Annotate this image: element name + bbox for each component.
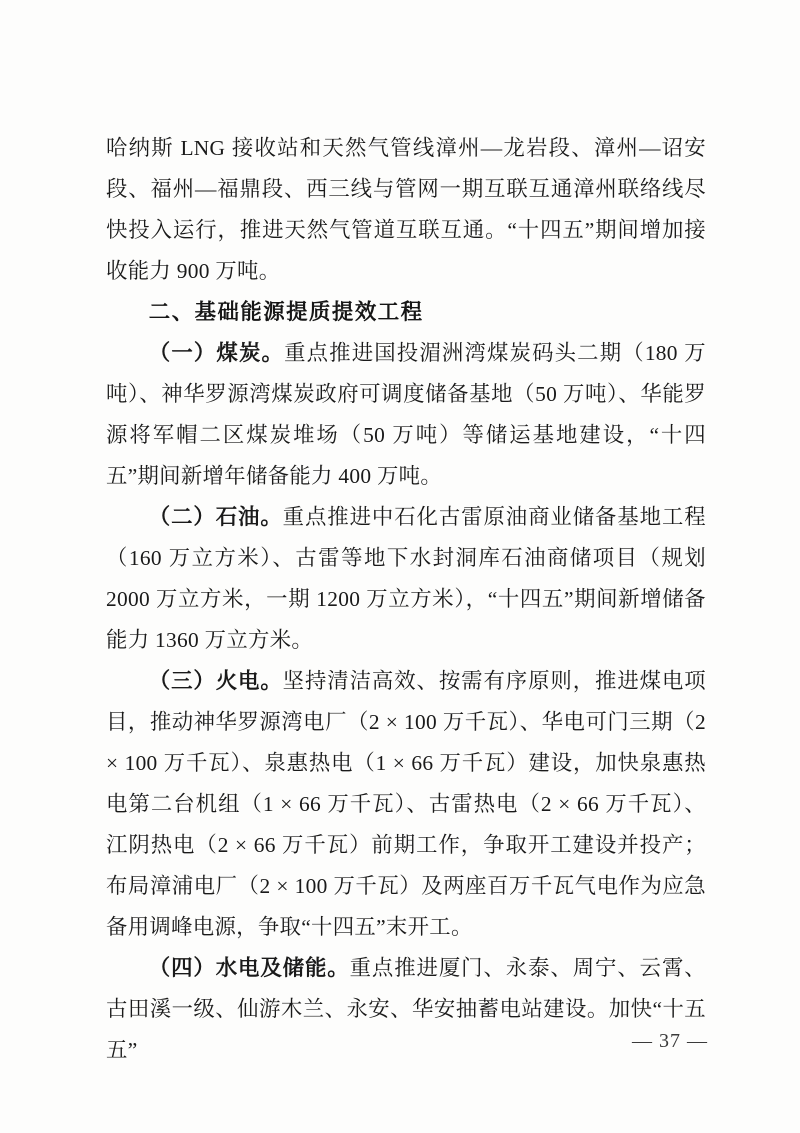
paragraph-lng-continuation: 哈纳斯 LNG 接收站和天然气管线漳州—龙岩段、漳州—诏安段、福州—福鼎段、西三线与管网一期互联互通漳州联络线尽快投入运行，推进天然气管道互联互通。“十四五”期间增加接收能力 900 万吨。 xyxy=(106,136,706,283)
document-body xyxy=(106,128,706,1071)
paragraph-coal xyxy=(106,333,706,497)
paragraph-thermal-power-text: 坚持清洁高效、按需有序原则，推进煤电项目，推动神华罗源湾电厂（2 × 100 万千瓦）、华电可门三期（2 × 100 万千瓦）、泉惠热电（1 × 66 万千瓦）建设，加快泉惠热电第二台机组（1 × 66 万千瓦）、古雷热电（2 × 66 万千瓦）、江阴热电（2 × 66 万千瓦）前期工作，争取开工建设并投产；布局漳浦电厂（2 × 100 万千瓦）及两座百万千瓦气电作为应急备用调峰电源，争取“十四五”末开工。 xyxy=(106,669,706,939)
paragraph-hydro-storage xyxy=(106,948,706,1071)
paragraph-oil-lead: （二）石油。 xyxy=(148,505,283,529)
paragraph-coal-lead: （一）煤炭。 xyxy=(148,341,285,365)
paragraph-oil-text: 重点推进中石化古雷原油商业储备基地工程（160 万立方米）、古雷等地下水封洞库石油商储项目（规划 2000 万立方米，一期 1200 万立方米），“十四五”期间新增储备能力 1360 万立方米。 xyxy=(106,505,706,652)
paragraph-thermal-power xyxy=(106,661,706,948)
paragraph-hydro-storage-text: 重点推进厦门、永泰、周宁、云霄、古田溪一级、仙游木兰、永安、华安抽蓄电站建设。加快“十五五” xyxy=(106,956,706,1062)
paragraph-thermal-power-lead: （三）火电。 xyxy=(148,669,283,693)
paragraph-coal-text: 重点推进国投湄洲湾煤炭码头二期（180 万吨）、神华罗源湾煤炭政府可调度储备基地（50 万吨）、华能罗源将军帽二区煤炭堆场（50 万吨）等储运基地建设，“十四五”期间新增年储备能力 400 万吨。 xyxy=(106,341,706,488)
section-heading-basic-energy: 二、基础能源提质提效工程 xyxy=(148,300,424,324)
paragraph-oil xyxy=(106,497,706,661)
page-number: — 37 — xyxy=(632,1030,708,1052)
paragraph-hydro-storage-lead: （四）水电及储能。 xyxy=(148,956,350,980)
